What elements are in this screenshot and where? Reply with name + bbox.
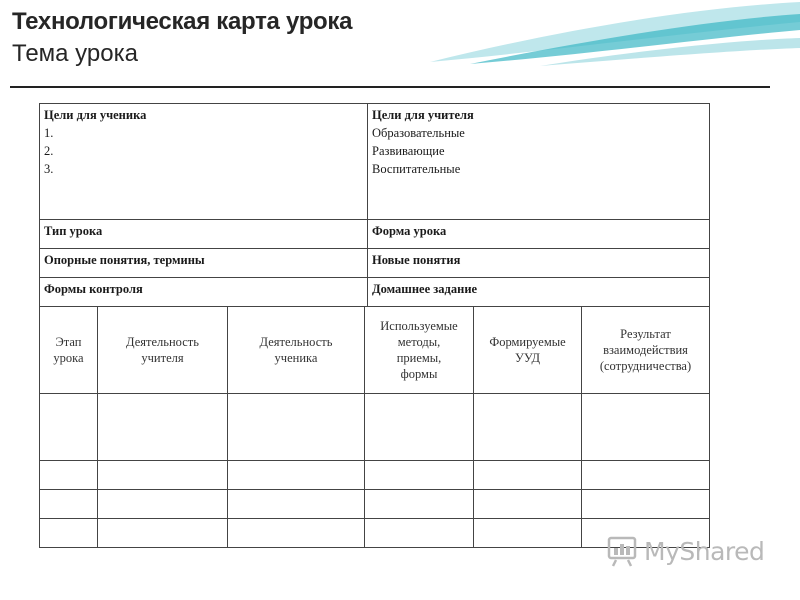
lesson-stages-table	[39, 306, 710, 548]
column-header-result: Результат взаимодействия (сотрудничества)	[582, 307, 710, 394]
student-goals-cell	[40, 104, 368, 220]
lesson-info-table	[39, 103, 710, 307]
teacher-goals-heading: Цели для учителя	[372, 108, 474, 122]
column-header-teacher-activity: Деятельность учителя	[98, 307, 228, 394]
student-goal-item: 1.	[44, 126, 54, 140]
table-row	[40, 490, 710, 519]
table-row	[40, 461, 710, 490]
student-goal-item: 2.	[44, 144, 54, 158]
title-divider	[10, 86, 770, 88]
watermark	[606, 534, 764, 568]
column-header-stage: Этап урока	[40, 307, 98, 394]
student-goal-item: 3.	[44, 162, 54, 176]
lesson-plan-document	[39, 103, 709, 548]
new-concepts-label: Новые понятия	[368, 249, 710, 278]
control-forms-label: Формы контроля	[40, 278, 368, 307]
lesson-type-label: Тип урока	[40, 220, 368, 249]
teacher-goals-cell	[368, 104, 710, 220]
column-header-uud: Формируемые УУД	[474, 307, 582, 394]
lesson-form-label: Форма урока	[368, 220, 710, 249]
teacher-goal-item: Образовательные	[372, 126, 465, 140]
key-terms-label: Опорные понятия, термины	[40, 249, 368, 278]
page-subtitle: Тема урока	[12, 40, 138, 67]
column-header-student-activity: Деятельность ученика	[228, 307, 365, 394]
watermark-text: MyShared	[644, 536, 765, 566]
teacher-goal-item: Воспитательные	[372, 162, 461, 176]
table-row	[40, 394, 710, 461]
column-header-methods: Используемые методы, приемы, формы	[365, 307, 474, 394]
homework-label: Домашнее задание	[368, 278, 710, 307]
page-title: Технологическая карта урока	[12, 8, 353, 35]
teacher-goal-item: Развивающие	[372, 144, 445, 158]
student-goals-heading: Цели для ученика	[44, 108, 147, 122]
presentation-chart-icon	[606, 534, 640, 568]
